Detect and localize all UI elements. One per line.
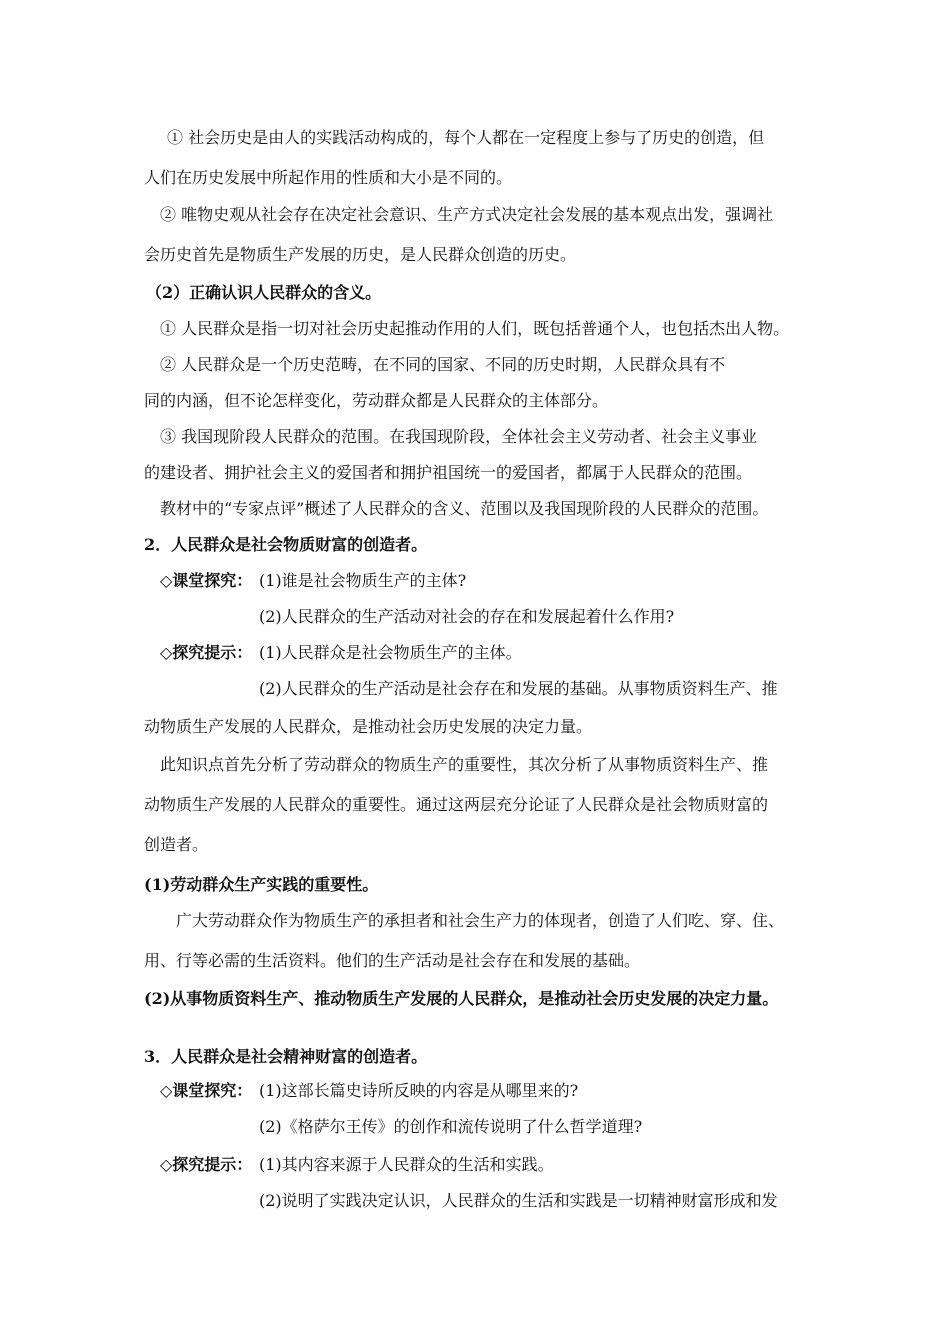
explore-label: ◇课堂探究： <box>160 1081 253 1100</box>
paragraph-line: 的建设者、拥护社会主义的爱国者和拥护祖国统一的爱国者，都属于人民群众的范围。 <box>144 463 753 482</box>
paragraph-line: ① 人民群众是指一切对社会历史起推动作用的人们，既包括普通个人，也包括杰出人物。 <box>160 319 790 338</box>
question-line: (2)《格萨尔王传》的创作和流传说明了什么哲学道理? <box>259 1117 643 1136</box>
paragraph-line: 广大劳动群众作为物质生产的承担者和社会生产力的体现者，创造了人们吃、穿、住、 <box>176 911 785 930</box>
paragraph-line: 会历史首先是物质生产发展的历史，是人民群众创造的历史。 <box>144 245 577 264</box>
answer-line: (1)人民群众是社会物质生产的主体。 <box>259 643 522 662</box>
paragraph-line: ③ 我国现阶段人民群众的范围。在我国现阶段，全体社会主义劳动者、社会主义事业 <box>160 427 758 446</box>
section-heading: （2）正确认识人民群众的含义。 <box>146 283 382 302</box>
section-heading: 2．人民群众是社会物质财富的创造者。 <box>144 535 428 554</box>
paragraph-line: ② 人民群众是一个历史范畴，在不同的国家、不同的历史时期，人民群众具有不 <box>160 355 726 374</box>
paragraph-line: ① 社会历史是由人的实践活动构成的，每个人都在一定程度上参与了历史的创造，但 <box>167 128 765 147</box>
paragraph-line: 创造者。 <box>144 835 209 854</box>
section-heading: 3．人民群众是社会精神财富的创造者。 <box>144 1047 428 1066</box>
answer-line: (1)其内容来源于人民群众的生活和实践。 <box>259 1155 554 1174</box>
answer-line: 动物质生产发展的人民群众，是推动社会历史发展的决定力量。 <box>144 717 593 736</box>
section-heading: (2)从事物质资料生产、推动物质生产发展的人民群众，是推动社会历史发展的决定力量。 <box>144 989 779 1008</box>
hint-label: ◇探究提示： <box>160 1155 253 1174</box>
paragraph-line: 动物质生产发展的人民群众的重要性。通过这两层充分论证了人民群众是社会物质财富的 <box>144 795 769 814</box>
paragraph-line: 用、行等必需的生活资料。他们的生产活动是社会存在和发展的基础。 <box>144 951 641 970</box>
question-line: (1)谁是社会物质生产的主体? <box>259 571 467 590</box>
question-line: (1)这部长篇史诗所反映的内容是从哪里来的? <box>259 1081 579 1100</box>
hint-label: ◇探究提示： <box>160 643 253 662</box>
paragraph-line: 人们在历史发展中所起作用的性质和大小是不同的。 <box>144 168 513 187</box>
answer-line: (2)人民群众的生产活动是社会存在和发展的基础。从事物质资料生产、推 <box>259 679 778 698</box>
answer-line: (2)说明了实践决定认识，人民群众的生活和实践是一切精神财富形成和发 <box>259 1191 778 1210</box>
paragraph-line: 教材中的“专家点评”概述了人民群众的含义、范围以及我国现阶段的人民群众的范围。 <box>160 499 769 518</box>
paragraph-line: ② 唯物史观从社会存在决定社会意识、生产方式决定社会发展的基本观点出发，强调社 <box>160 205 774 224</box>
question-line: (2)人民群众的生产活动对社会的存在和发展起着什么作用? <box>259 607 675 626</box>
paragraph-line: 此知识点首先分析了劳动群众的物质生产的重要性，其次分析了从事物质资料生产、推 <box>160 755 769 774</box>
paragraph-line: 同的内涵，但不论怎样变化，劳动群众都是人民群众的主体部分。 <box>144 391 609 410</box>
explore-label: ◇课堂探究： <box>160 571 253 590</box>
section-heading: (1)劳动群众生产实践的重要性。 <box>144 875 379 894</box>
